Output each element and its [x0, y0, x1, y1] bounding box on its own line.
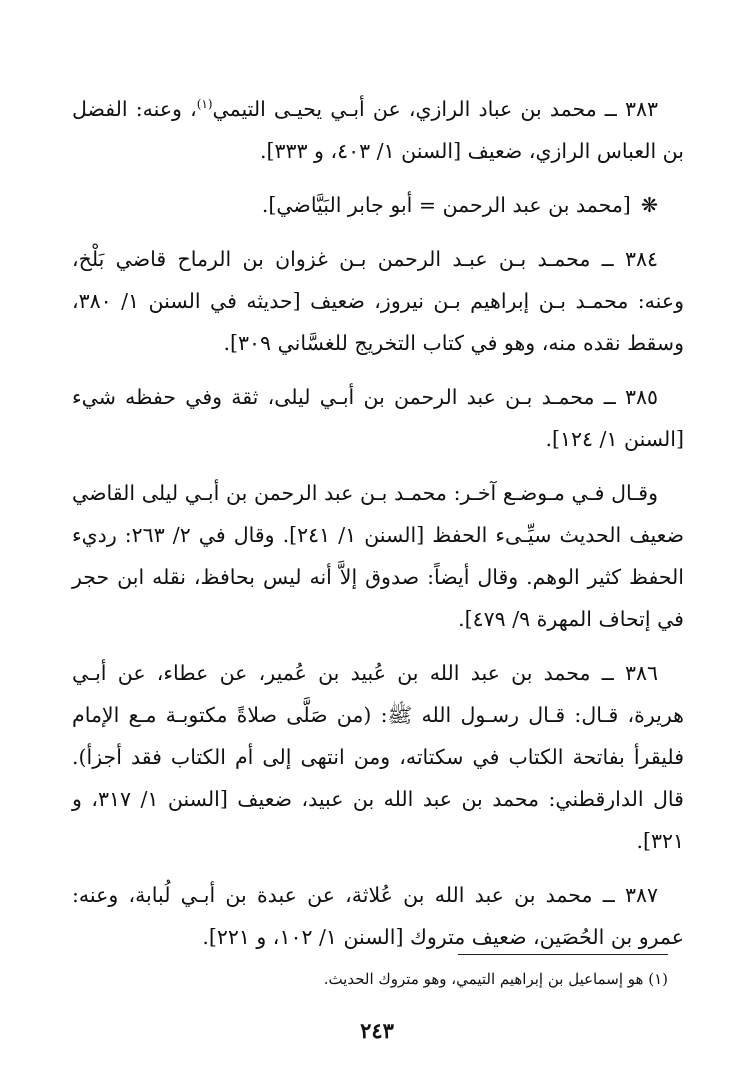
entry-386-text: ٣٨٦ ــ محمد بن عبد الله بن عُبيد بن عُمير، عن عطاء، عن أبـي هريرة، قـال: قـال رسـول الله ﷺ: (من صَلَّى صلاةً مكتوبـة مـع الإمام فليقرأ بفاتحة الكتاب في سكتاته، ومن انتهى إلى أم الكتاب فقد أجزأ). قال الدارقطني: محمد بن عبد الله بن عبيد، ضعيف [السنن ١/ ٣١٧، و ٣٢١]. [72, 661, 684, 853]
footnote-ref[interactable]: (١) [196, 97, 213, 112]
page-number: ٢٤٣ [360, 1018, 394, 1043]
entry-cross-reference [72, 184, 684, 226]
entry-385-text: ٣٨٥ ــ محمـد بـن عبد الرحمن بن أبـي ليلى، ثقة وفي حفظه شيء [السنن ١/ ١٢٤]. [72, 385, 684, 451]
entry-385 [72, 376, 684, 640]
entry-383-text-after: ، وعنه: الفضل بن العباس الرازي، ضعيف [السنن ١/ ٤٠٣، و ٣٣٣]. [72, 97, 684, 163]
entry-385-continuation: وقـال فـي مـوضـع آخـر: محمـد بـن عبد الرحمن بن أبـي ليلى القاضي ضعيف الحديث سيِّـىء الحفظ [السنن ١/ ٢٤١]. وقال في ٢/ ٢٦٣: رديء الحفظ كثير الوهم. وقال أيضاً: صدوق إلاَّ أنه ليس بحافظ، نقله ابن حجر في إتحاف المهرة ٩/ ٤٧٩]. [72, 481, 684, 631]
entry-383 [72, 88, 684, 172]
cross-reference-text: [محمد بن عبد الرحمن = أبو جابر البَيَّاضي]. [261, 193, 631, 217]
entry-383-text: ٣٨٣ ــ محمد بن عباد الرازي، عن أبـي يحيـى التيمي [212, 97, 658, 121]
footnote: (١) هو إسماعيل بن إبراهيم التيمي، وهو متروك الحديث. [323, 970, 668, 988]
entry-387 [72, 874, 684, 958]
entry-384-text: ٣٨٤ ــ محمـد بـن عبـد الرحمن بـن غزوان بن الرماح قاضي بَلْخ، وعنه: محمـد بـن إبراهيم بـن نيروز، ضعيف [حديثه في السنن ١/ ٣٨٠، وسقط نقده منه، وهو في كتاب التخريج للغسَّاني ٣٠٩]. [72, 247, 684, 355]
asterisk-icon: ❋ [640, 193, 658, 217]
page-body [72, 88, 684, 970]
entry-387-text: ٣٨٧ ــ محمد بن عبد الله بن عُلاثة، عن عبدة بن أبـي لُبابة، وعنه: عمرو بن الحُصَين، ضعيف متروك [السنن ١/ ١٠٢، و ٢٢١]. [72, 883, 684, 949]
entry-384 [72, 238, 684, 364]
entry-386 [72, 652, 684, 862]
footnote-divider [458, 954, 668, 955]
